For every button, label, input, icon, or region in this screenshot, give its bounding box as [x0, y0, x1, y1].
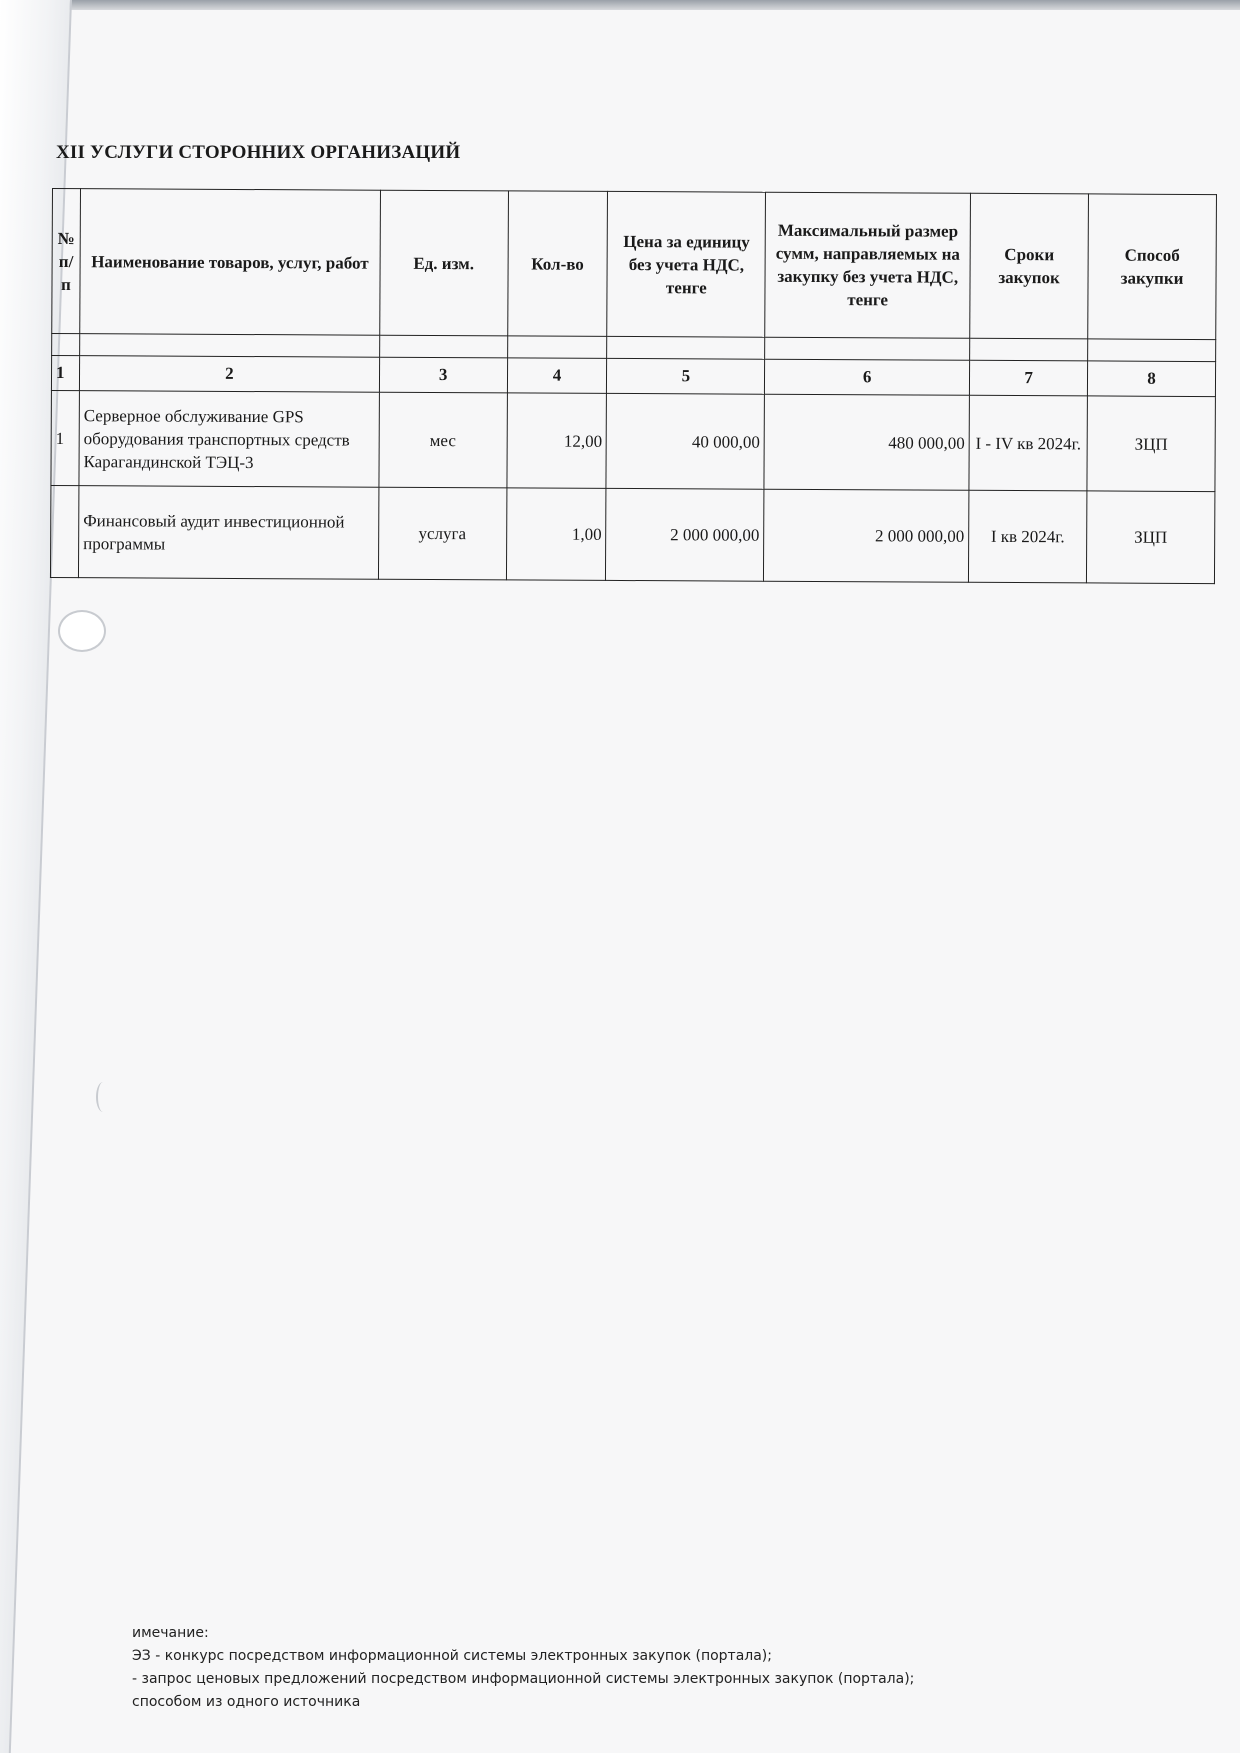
table-header-row — [52, 189, 1217, 340]
paper-notch — [96, 1082, 110, 1112]
column-number: 2 — [79, 356, 379, 393]
row-name: Финансовый аудит инвестиционной программы — [78, 486, 378, 580]
column-number: 8 — [1087, 361, 1215, 397]
row-method: ЗЦП — [1086, 491, 1214, 584]
row-term: I - IV кв 2024г. — [969, 395, 1087, 491]
column-number: 7 — [970, 360, 1088, 396]
column-number: 3 — [379, 357, 507, 393]
header-method: Способ закупки — [1088, 194, 1217, 340]
row-index — [50, 485, 78, 577]
note-line: способом из одного источника — [132, 1694, 361, 1710]
footnotes — [132, 1622, 914, 1714]
column-number: 4 — [507, 358, 607, 394]
row-price: 2 000 000,00 — [606, 488, 764, 581]
row-unit: услуга — [378, 487, 506, 580]
scan-top-edge — [0, 0, 1240, 10]
section-title: XII УСЛУГИ СТОРОННИХ ОРГАНИЗАЦИЙ — [56, 142, 461, 163]
punch-hole — [58, 610, 106, 652]
header-total: Максимальный размер сумм, направляемых на закупку без учета НДС, тенге — [765, 192, 971, 338]
column-number: 6 — [765, 359, 970, 395]
table-row — [50, 485, 1214, 583]
table-row — [51, 390, 1215, 491]
row-name: Серверное обслуживание GPS оборудования транспортных средств Карагандинской ТЭЦ-3 — [79, 391, 379, 488]
row-index: 1 — [51, 390, 79, 485]
header-name: Наименование товаров, услуг, работ — [80, 189, 380, 336]
row-unit: мес — [379, 392, 507, 488]
column-number: 5 — [607, 358, 765, 394]
header-unit: Ед. изм. — [379, 190, 508, 336]
header-term: Сроки закупок — [970, 193, 1089, 339]
note-line: ЭЗ - конкурс посредством информационной системы электронных закупок (портала); — [132, 1648, 772, 1664]
row-total: 480 000,00 — [764, 394, 969, 490]
notes-title: имечание: — [132, 1625, 209, 1641]
header-qty: Кол-во — [507, 191, 608, 337]
row-method: ЗЦП — [1087, 396, 1215, 492]
row-qty: 1,00 — [506, 488, 606, 581]
column-number: 1 — [51, 356, 79, 391]
header-idx: № п/п — [52, 189, 81, 334]
header-price: Цена за единицу без учета НДС, тенге — [607, 191, 766, 337]
row-total: 2 000 000,00 — [764, 489, 969, 582]
row-qty: 12,00 — [506, 393, 606, 489]
procurement-table — [50, 188, 1217, 584]
note-line: - запрос ценовых предложений посредством информационной системы электронных закупок (портала); — [132, 1671, 915, 1687]
row-price: 40 000,00 — [606, 393, 764, 489]
row-term: I кв 2024г. — [969, 490, 1087, 583]
